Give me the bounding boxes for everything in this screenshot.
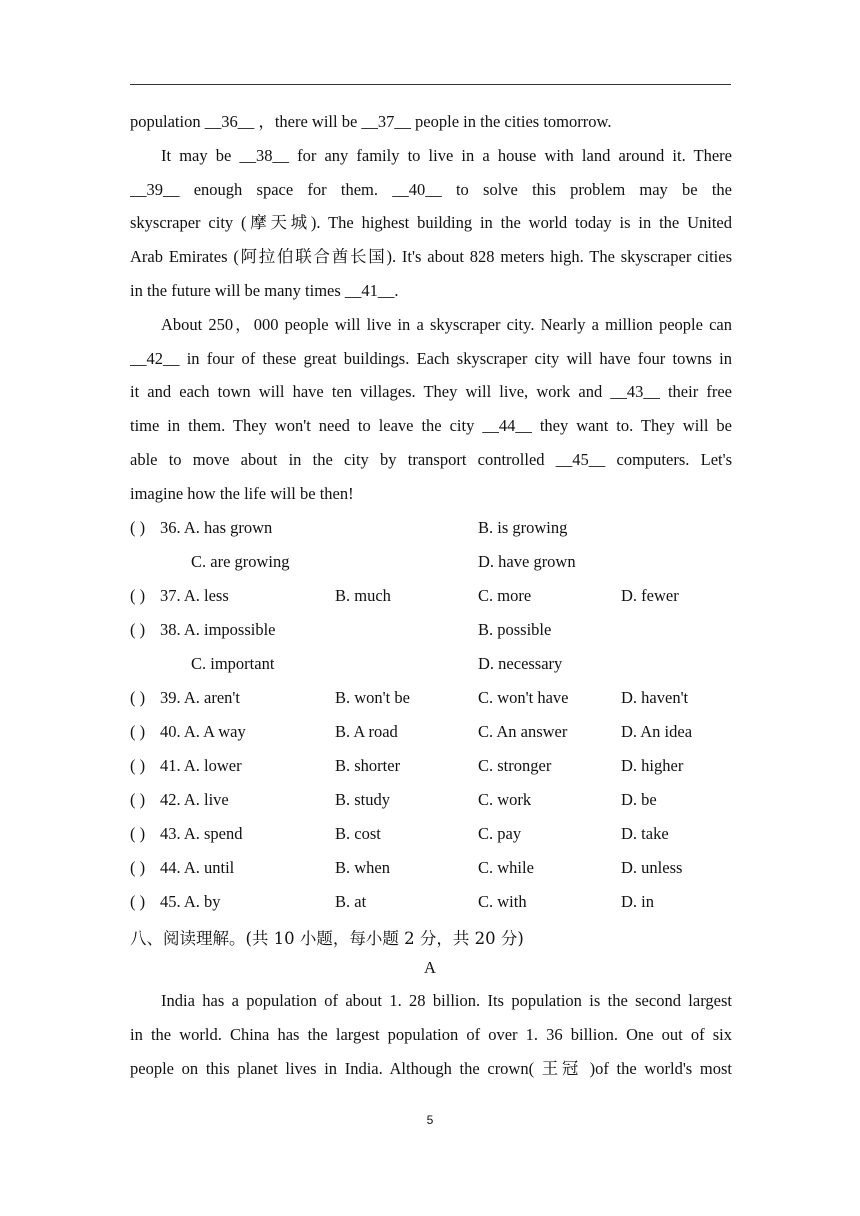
- question-option-c: C. more: [478, 586, 532, 605]
- reading-line: in the world. China has the largest population of over 1. 36 billion. One out of six: [130, 1024, 732, 1044]
- reading-passage: [130, 984, 732, 1085]
- passage-line: Arab Emirates (阿拉伯联合酋长国). It's about 828 meters high. The skyscraper cities: [130, 247, 732, 267]
- question-option-c: C. stronger: [478, 756, 552, 775]
- passage-line: __42__ in four of these great buildings. Each skyscraper city will have four towns in: [130, 348, 732, 368]
- section-heading: 八、阅读理解。(共 10 小题，每小题 2 分，共 20 分): [130, 929, 524, 948]
- page-number: 5: [426, 1113, 434, 1127]
- question-option-b: B. study: [335, 790, 391, 809]
- question-option-d: D. necessary: [478, 654, 563, 673]
- passage-line: able to move about in the city by transport controlled __45__ computers. Let's: [130, 449, 732, 469]
- passage-line: skyscraper city (摩天城). The highest building in the world today is in the United: [130, 213, 732, 233]
- question-option-b: B. when: [335, 858, 390, 877]
- question-option-b: B. cost: [335, 824, 381, 843]
- question-option-a: 43. A. spend: [160, 824, 243, 843]
- cloze-passage: [130, 105, 732, 511]
- passage-line: About 250，000 people will live in a skyscraper city. Nearly a million people can: [161, 314, 732, 334]
- question-paren: ( ): [130, 518, 146, 537]
- question-paren: ( ): [130, 586, 146, 605]
- passage-line: imagine how the life will be then!: [130, 483, 354, 503]
- question-option-c: C. won't have: [478, 688, 569, 707]
- question-paren: ( ): [130, 722, 146, 741]
- question-option-b: B. A road: [335, 722, 398, 741]
- passage-line: in the future will be many times __41__.: [130, 280, 399, 300]
- question-option-d: D. higher: [621, 756, 684, 775]
- question-option-b: B. shorter: [335, 756, 401, 775]
- question-option-a: 37. A. less: [160, 586, 229, 605]
- question-option-d: D. unless: [621, 858, 683, 877]
- section-a-label: A: [424, 958, 436, 977]
- passage-line: It may be __38__ for any family to live in a house with land around it. There: [161, 145, 732, 165]
- passage-line: time in them. They won't need to leave the city __44__ they want to. They will be: [130, 416, 732, 436]
- question-option-a: 44. A. until: [160, 858, 235, 877]
- question-option-a: 40. A. A way: [160, 722, 246, 741]
- question-option-c: C. with: [478, 892, 527, 911]
- passage-line: it and each town will have ten villages. They will live, work and __43__ their free: [130, 382, 732, 402]
- passage-line: population __36__ ，there will be __37__ people in the cities tomorrow.: [130, 112, 612, 131]
- reading-line: India has a population of about 1. 28 billion. Its population is the second largest: [161, 991, 732, 1010]
- question-paren: ( ): [130, 688, 146, 707]
- question-option-a: 41. A. lower: [160, 756, 242, 775]
- question-option-d: D. in: [621, 892, 654, 911]
- question-paren: ( ): [130, 824, 146, 843]
- question-option-b: B. at: [335, 892, 367, 911]
- question-option-d: D. An idea: [621, 722, 693, 741]
- question-option-a: 45. A. by: [160, 892, 221, 911]
- question-option-b: B. won't be: [335, 688, 410, 707]
- question-option-b: B. much: [335, 586, 391, 605]
- question-option-c: C. An answer: [478, 722, 568, 741]
- reading-line: people on this planet lives in India. Although the crown( 王冠 )of the world's most: [130, 1058, 732, 1078]
- question-paren: ( ): [130, 790, 146, 809]
- passage-line: __39__ enough space for them. __40__ to solve this problem may be the: [130, 179, 732, 199]
- question-option-b: B. possible: [478, 620, 552, 639]
- question-paren: ( ): [130, 620, 146, 639]
- question-option-c: C. pay: [478, 824, 522, 843]
- question-option-c: C. important: [191, 654, 275, 673]
- question-paren: ( ): [130, 756, 146, 775]
- question-option-d: D. have grown: [478, 552, 576, 571]
- question-paren: ( ): [130, 858, 146, 877]
- question-option-c: C. work: [478, 790, 532, 809]
- question-option-a: 36. A. has grown: [160, 518, 273, 537]
- question-option-d: D. fewer: [621, 586, 679, 605]
- question-option-a: 42. A. live: [160, 790, 229, 809]
- question-option-c: C. are growing: [191, 552, 290, 571]
- question-option-c: C. while: [478, 858, 534, 877]
- question-option-b: B. is growing: [478, 518, 568, 537]
- question-option-a: 39. A. aren't: [160, 688, 240, 707]
- question-paren: ( ): [130, 892, 146, 911]
- header-rule: [130, 84, 731, 85]
- question-option-a: 38. A. impossible: [160, 620, 276, 639]
- question-option-d: D. take: [621, 824, 669, 843]
- question-option-d: D. haven't: [621, 688, 689, 707]
- question-option-d: D. be: [621, 790, 657, 809]
